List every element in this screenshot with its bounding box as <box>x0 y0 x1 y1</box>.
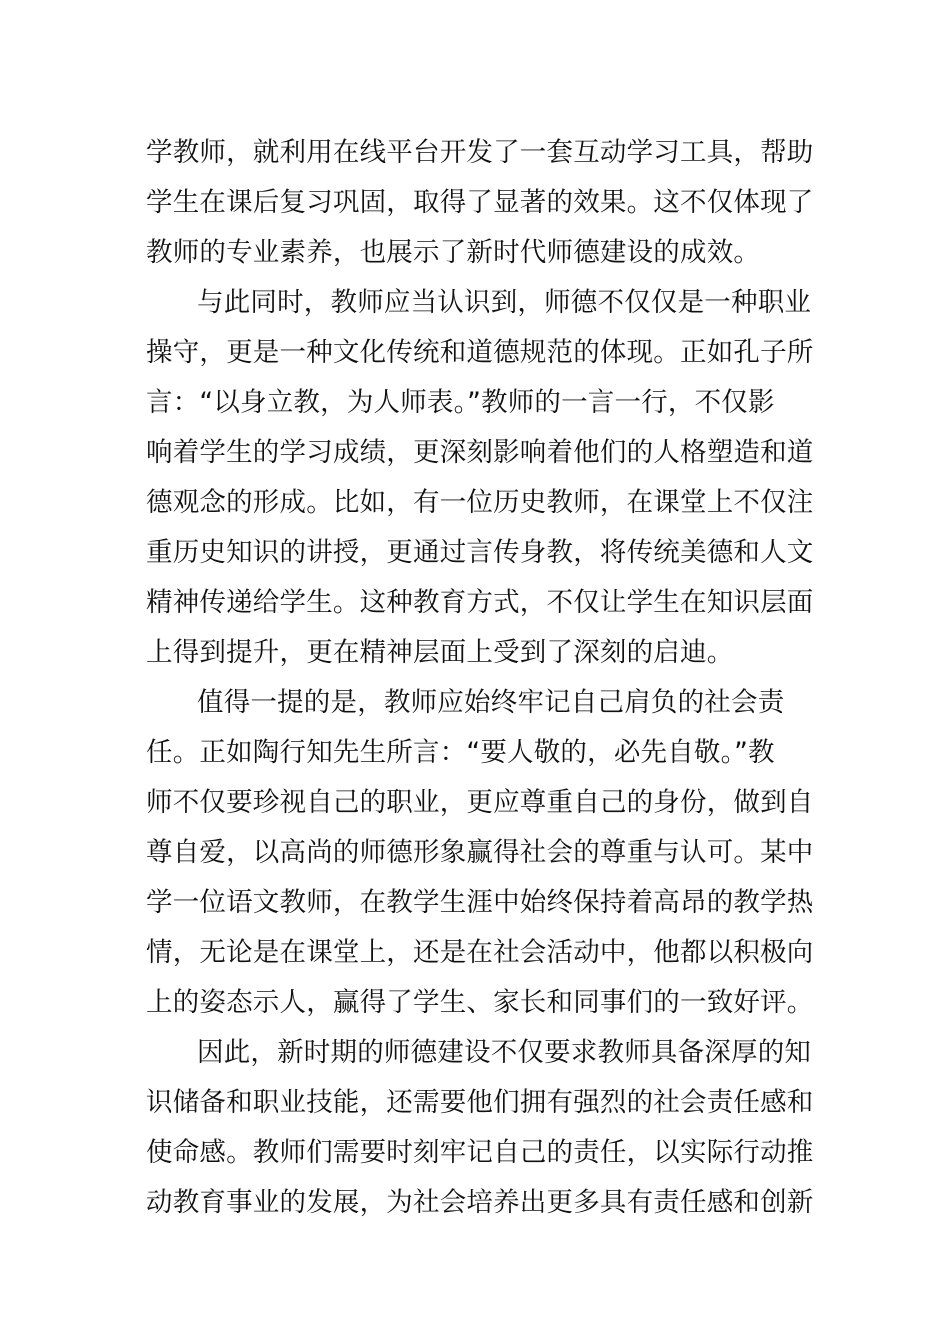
text-line: 识储备和职业技能，还需要他们拥有强烈的社会责任感和 <box>146 1087 814 1118</box>
text-line: 上得到提升，更在精神层面上受到了深刻的启迪。 <box>146 637 734 668</box>
text-line: 尊自爱，以高尚的师德形象赢得社会的尊重与认可。某中 <box>146 837 814 868</box>
paragraph-first-line: 值得一提的是，教师应始终牢记自己肩负的社会责 <box>197 687 785 718</box>
text-line: 使命感。教师们需要时刻牢记自己的责任，以实际行动推 <box>146 1137 814 1168</box>
text-line: 动教育事业的发展，为社会培养出更多具有责任感和创新 <box>146 1187 814 1218</box>
text-line: 师不仅要珍视自己的职业，更应尊重自己的身份，做到自 <box>146 787 814 818</box>
text-line: 学生在课后复习巩固，取得了显著的效果。这不仅体现了 <box>146 187 814 218</box>
text-line: 精神传递给学生。这种教育方式，不仅让学生在知识层面 <box>146 587 814 618</box>
text-line: 情，无论是在课堂上，还是在社会活动中，他都以积极向 <box>146 937 814 968</box>
text-line: 学教师，就利用在线平台开发了一套互动学习工具，帮助 <box>146 137 814 168</box>
text-line: 教师的专业素养，也展示了新时代师德建设的成效。 <box>146 237 761 268</box>
paragraph-first-line: 因此，新时期的师德建设不仅要求教师具备深厚的知 <box>197 1037 812 1068</box>
text-line: 言：“以身立教，为人师表。”教师的一言一行，不仅影 <box>146 387 775 418</box>
text-line: 上的姿态示人，赢得了学生、家长和同事们的一致好评。 <box>146 987 814 1018</box>
text-line: 响着学生的学习成绩，更深刻影响着他们的人格塑造和道 <box>146 437 814 468</box>
text-line: 德观念的形成。比如，有一位历史教师，在课堂上不仅注 <box>146 487 814 518</box>
text-line: 重历史知识的讲授，更通过言传身教，将传统美德和人文 <box>146 537 814 568</box>
document-body <box>146 128 814 1228</box>
paragraph-first-line: 与此同时，教师应当认识到，师德不仅仅是一种职业 <box>197 287 812 318</box>
text-line: 操守，更是一种文化传统和道德规范的体现。正如孔子所 <box>146 337 814 368</box>
text-line: 任。正如陶行知先生所言：“要人敬的，必先自敬。”教 <box>146 737 775 768</box>
text-line: 学一位语文教师，在教学生涯中始终保持着高昂的教学热 <box>146 887 814 918</box>
